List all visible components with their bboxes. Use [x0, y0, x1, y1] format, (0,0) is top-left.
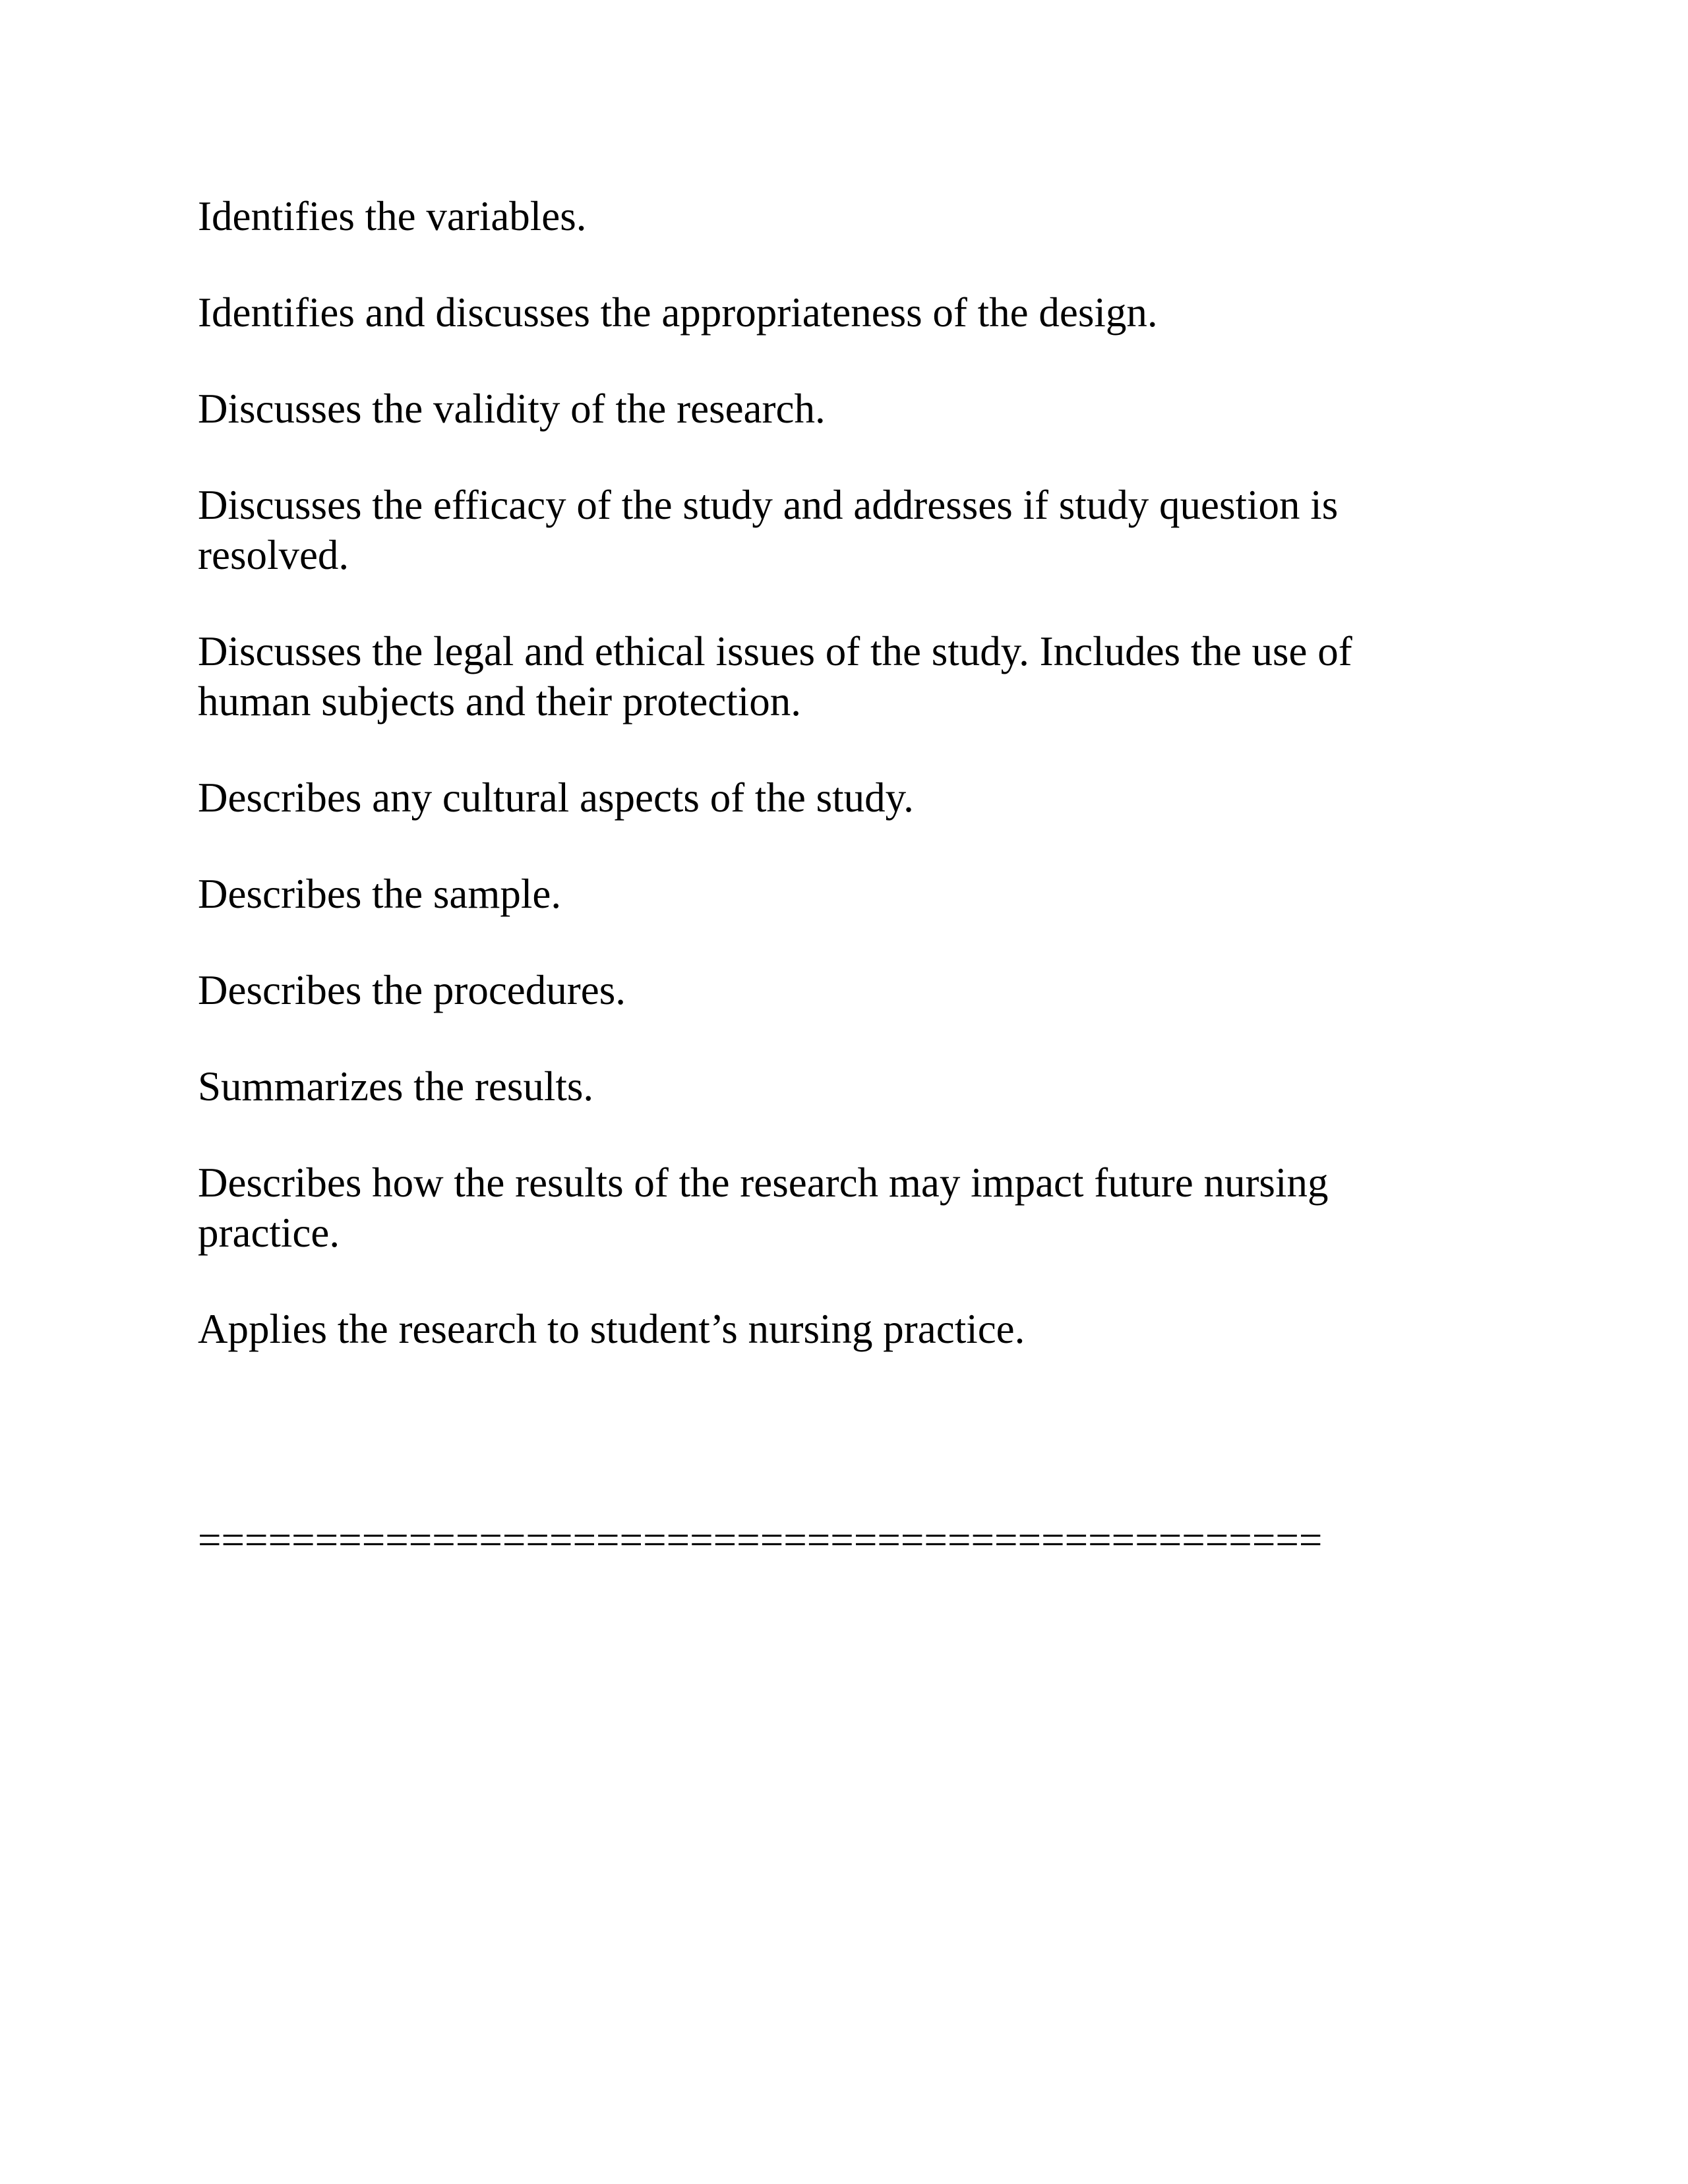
- paragraph-student-practice: Applies the research to student’s nursing practice.: [198, 1306, 1025, 1352]
- paragraph-procedures: Describes the procedures.: [198, 967, 626, 1013]
- paragraph-identifies-variables: Identifies the variables.: [198, 193, 587, 239]
- paragraph-efficacy: Discusses the efficacy of the study and addresses if study question is resolved.: [198, 482, 1339, 578]
- paragraph-legal-ethical: Discusses the legal and ethical issues of the study. Includes the use of human subjects and their protection.: [198, 628, 1352, 724]
- separator-line: ================================================: [198, 1517, 1323, 1563]
- document-body: [198, 191, 1451, 1565]
- paragraph-cultural-aspects: Describes any cultural aspects of the study.: [198, 775, 914, 821]
- paragraph-future-practice: Describes how the results of the research may impact future nursing practice.: [198, 1160, 1329, 1256]
- paragraph-results: Summarizes the results.: [198, 1063, 594, 1109]
- paragraph-validity: Discusses the validity of the research.: [198, 386, 826, 432]
- paragraph-design: Identifies and discusses the appropriateness of the design.: [198, 289, 1158, 336]
- paragraph-sample: Describes the sample.: [198, 871, 562, 917]
